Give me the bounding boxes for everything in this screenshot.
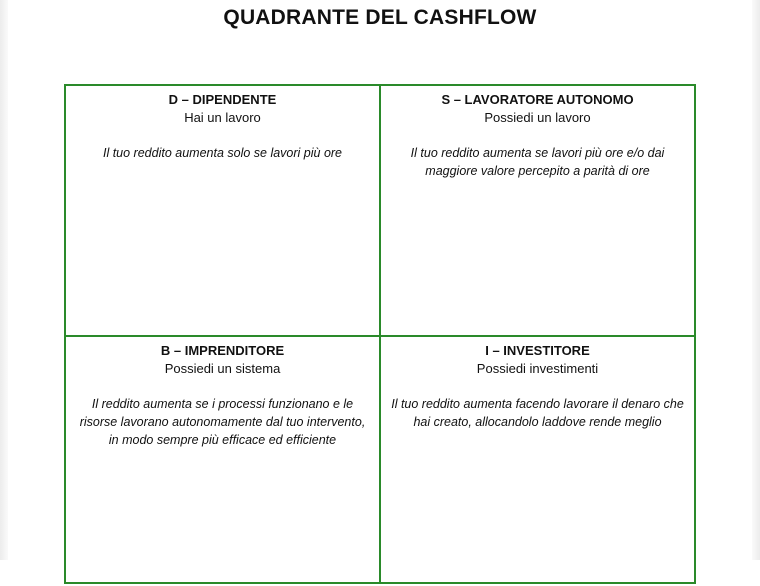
- quadrant-b-imprenditore: [66, 337, 379, 586]
- quadrant-description: Il tuo reddito aumenta se lavori più ore e/o dai maggiore valore percepito a parità di ore: [410, 146, 665, 178]
- page-shadow-right: [752, 0, 760, 560]
- quadrant-d-dipendente: [66, 86, 379, 335]
- quadrant-heading: D – DIPENDENTE: [168, 92, 277, 107]
- quadrant-i-investitore: [381, 337, 694, 586]
- quadrant-s-lavoratore-autonomo: [381, 86, 694, 335]
- quadrant-subtitle: Possiedi un sistema: [164, 361, 281, 376]
- quadrant-heading: B – IMPRENDITORE: [160, 343, 285, 358]
- quadrant-grid: [64, 84, 696, 584]
- quadrant-description: Il tuo reddito aumenta solo se lavori più ore: [102, 146, 343, 160]
- quadrant-subtitle: Hai un lavoro: [184, 110, 261, 125]
- quadrant-description: Il tuo reddito aumenta facendo lavorare il denaro che hai creato, allocandolo laddove rende meglio: [391, 397, 684, 429]
- quadrant-heading: I – INVESTITORE: [485, 343, 590, 358]
- quadrant-subtitle: Possiedi investimenti: [476, 361, 599, 376]
- page-title: QUADRANTE DEL CASHFLOW: [223, 6, 537, 29]
- quadrant-heading: S – LAVORATORE AUTONOMO: [441, 92, 634, 107]
- page-shadow-left: [0, 0, 8, 560]
- quadrant-subtitle: Possiedi un lavoro: [484, 110, 591, 125]
- quadrant-description: Il reddito aumenta se i processi funzionano e le risorse lavorano autonomamente dal tuo intervento, in modo sempre più efficace ed efficiente: [79, 397, 366, 447]
